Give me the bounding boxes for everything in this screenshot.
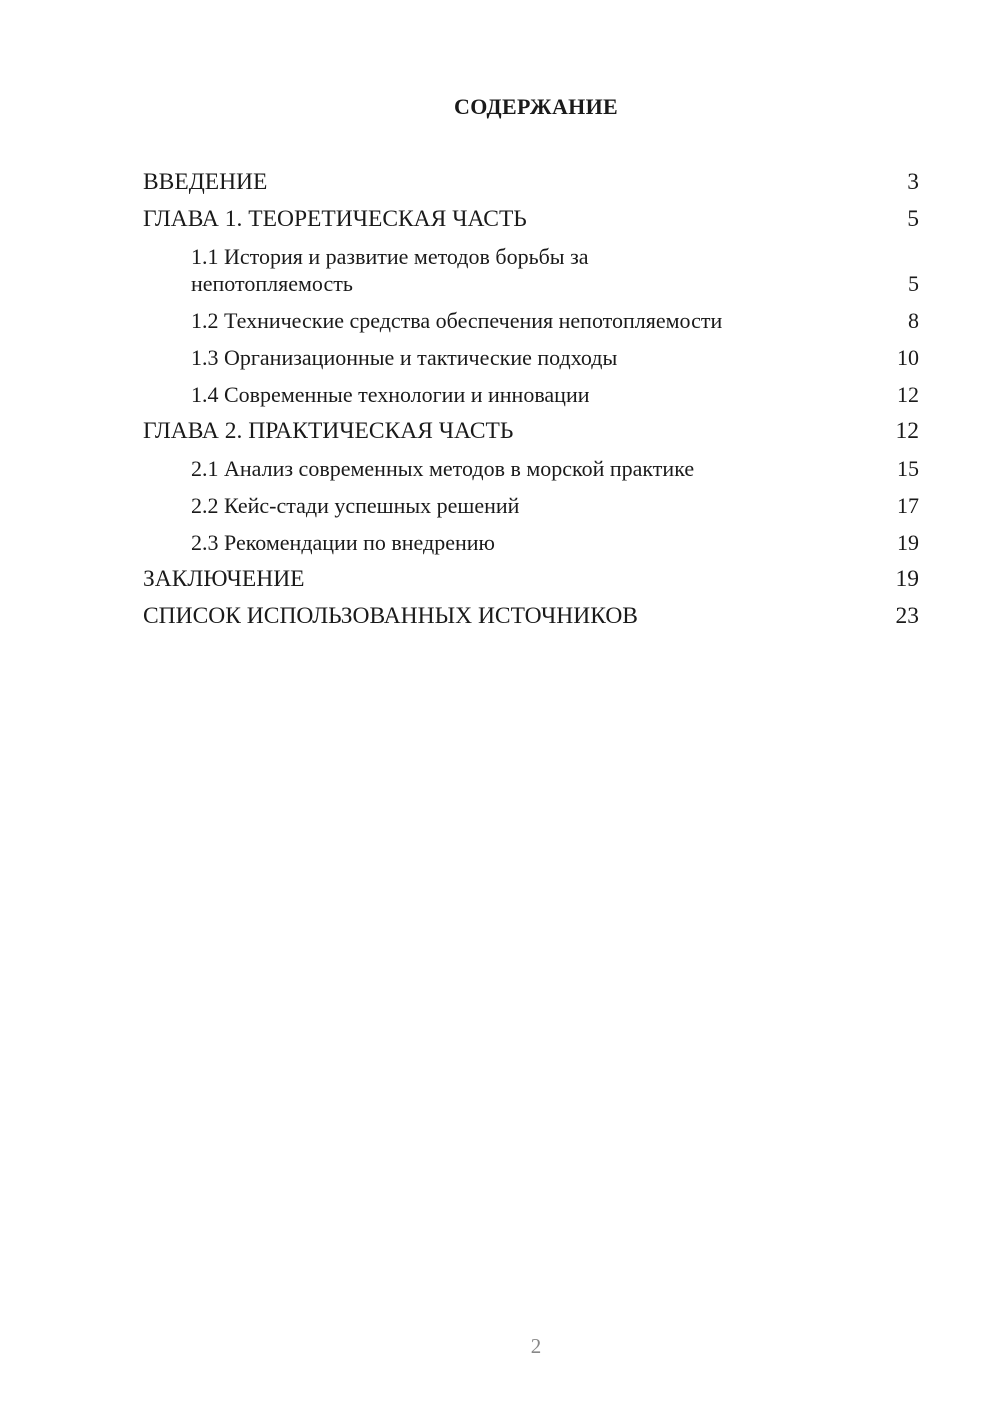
toc-entry-page: 17 bbox=[897, 493, 919, 518]
table-of-contents bbox=[143, 169, 919, 640]
toc-entry-page: 15 bbox=[897, 456, 919, 481]
toc-entry-page: 19 bbox=[897, 530, 919, 555]
toc-entry-label: СПИСОК ИСПОЛЬЗОВАННЫХ ИСТОЧНИКОВ bbox=[143, 603, 638, 629]
toc-entry-section-1-1[interactable] bbox=[143, 243, 919, 297]
toc-entry-page: 3 bbox=[907, 169, 919, 195]
toc-title: СОДЕРЖАНИЕ bbox=[454, 94, 618, 119]
toc-entry-label: 2.3 Рекомендации по внедрению bbox=[191, 530, 495, 555]
toc-entry-label: 1.2 Технические средства обеспечения непотопляемости bbox=[191, 308, 723, 333]
toc-entry-section-2-3[interactable] bbox=[143, 529, 919, 556]
toc-entry-page: 5 bbox=[908, 271, 919, 296]
toc-entry-page: 8 bbox=[908, 308, 919, 333]
toc-entry-conclusion[interactable] bbox=[143, 566, 919, 593]
toc-entry-label: ГЛАВА 1. ТЕОРЕТИЧЕСКАЯ ЧАСТЬ bbox=[143, 206, 527, 232]
toc-entry-page: 12 bbox=[897, 382, 919, 407]
toc-entry-label: ЗАКЛЮЧЕНИЕ bbox=[143, 566, 305, 592]
toc-entry-section-2-2[interactable] bbox=[143, 492, 919, 519]
toc-entry-page: 5 bbox=[907, 206, 919, 232]
toc-entry-label: 1.1 История и развитие методов борьбы за непотопляемость bbox=[191, 244, 589, 296]
toc-entry-label: ВВЕДЕНИЕ bbox=[143, 169, 268, 195]
toc-entry-section-1-4[interactable] bbox=[143, 381, 919, 408]
toc-entry-label: 1.3 Организационные и тактические подходы bbox=[191, 345, 618, 370]
page-number: 2 bbox=[530, 1334, 542, 1358]
toc-entry-introduction[interactable] bbox=[143, 169, 919, 196]
toc-entry-label: ГЛАВА 2. ПРАКТИЧЕСКАЯ ЧАСТЬ bbox=[143, 418, 514, 444]
toc-entry-section-1-2[interactable] bbox=[143, 307, 919, 334]
toc-entry-label: 2.2 Кейс-стади успешных решений bbox=[191, 493, 520, 518]
toc-entry-page: 10 bbox=[897, 345, 919, 370]
toc-entry-chapter-2[interactable] bbox=[143, 418, 919, 445]
toc-entry-label: 1.4 Современные технологии и инновации bbox=[191, 382, 590, 407]
toc-entry-chapter-1[interactable] bbox=[143, 206, 919, 233]
toc-entry-page: 23 bbox=[895, 603, 919, 629]
toc-entry-references[interactable] bbox=[143, 603, 919, 630]
toc-entry-section-2-1[interactable] bbox=[143, 455, 919, 482]
toc-entry-page: 12 bbox=[895, 418, 919, 444]
toc-entry-label: 2.1 Анализ современных методов в морской практике bbox=[191, 456, 695, 481]
toc-entry-section-1-3[interactable] bbox=[143, 344, 919, 371]
toc-entry-page: 19 bbox=[895, 566, 919, 592]
